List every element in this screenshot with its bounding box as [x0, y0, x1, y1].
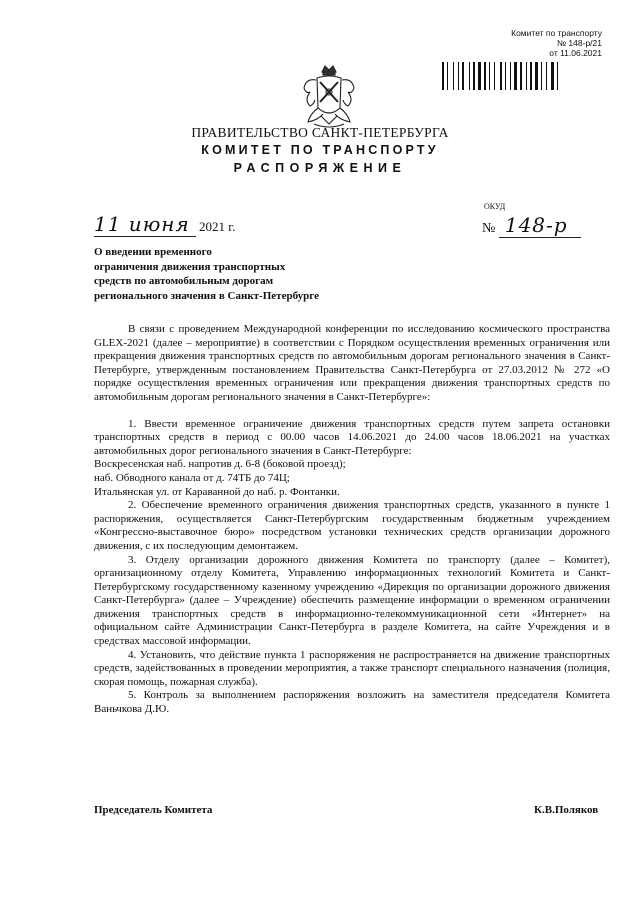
street-list-item: Воскресенская наб. напротив д. 6-8 (боковой проезд); — [94, 458, 346, 471]
government-heading: ПРАВИТЕЛЬСТВО САНКТ-ПЕТЕРБУРГА — [191, 125, 449, 140]
committee-heading: КОМИТЕТ ПО ТРАНСПОРТУ — [201, 143, 439, 157]
document-body — [94, 323, 610, 717]
coat-of-arms-emblem — [296, 64, 362, 132]
document-type-heading: РАСПОРЯЖЕНИЕ — [233, 161, 407, 175]
street-list-item: Итальянская ул. от Караванной до наб. р. Фонтанки. — [94, 485, 340, 498]
item-4-paragraph: 4. Установить, что действие пункта 1 распоряжения не распространяется на движение транспортных средств, задействованных в проведении мероприятия, а также транспорт специального назначения (полиция, скорая помощь, пожарная служба). — [94, 648, 610, 688]
preamble-paragraph: В связи с проведением Международной конференции по исследованию космического пространства GLEX-2021 (далее – мероприятие) в соответствии с Порядком осуществления временных ограничения или прекращения движения транспортных средств по автомобильным дорогам регионального значения в Санкт-Петербурге, утвержденным постановлением Правительства Санкт-Петербурга от 27.03.2012 № 272 «О порядке осуществления временных ограничения или прекращения движения транспортных средств по автомобильным дорогам регионального значения в Санкт-Петербурге»: — [94, 323, 610, 403]
item-2-paragraph: 2. Обеспечение временного ограничения движения транспортных средств, указанного в пункте 1 распоряжения, осуществляется Санкт-Петербургским государственным бюджетным учреждением «Конгрессно-выставочное бюро» посредством установки технических средств организации дорожного движения, с их последующим демонтажем. — [94, 499, 610, 552]
stamp-committee: Комитет по транспорту — [511, 28, 602, 38]
date-year: 2021 г. — [198, 219, 236, 234]
registration-stamp — [452, 28, 602, 58]
handwritten-date: 11 июня — [94, 212, 196, 237]
document-number — [482, 213, 581, 238]
document-subject — [94, 245, 394, 303]
subject-line: регионального значения в Санкт-Петербурге — [94, 289, 319, 302]
document-date — [94, 212, 235, 237]
subject-line: О введении временного — [94, 246, 212, 258]
barcode-image — [440, 62, 610, 90]
stamp-number: № 148-р/21 — [556, 38, 602, 48]
handwritten-number: 148-р — [499, 213, 581, 238]
signatory-name: К.В.Поляков — [534, 804, 599, 816]
number-prefix: № — [482, 221, 496, 236]
okud-label: ОКУД — [484, 202, 506, 211]
subject-line: ограничения движения транспортных — [94, 260, 286, 273]
signatory-title: Председатель Комитета — [94, 804, 213, 816]
subject-line: средств по автомобильным дорогам — [94, 275, 274, 287]
item-3-paragraph: 3. Отделу организации дорожного движения Комитета по транспорту (далее – Комитет), организационному отделу Комитета, Управлению информационных технологий Комитета и Санкт-Петербургскому государственному казенному учреждению «Дирекция по организации дорожного движения Санкт-Петербурга» (далее – Учреждение) обеспечить размещение информации о временном ограничении движения транспортных средств в информационно-телекоммуникационной сети «Интернет» на официальном сайте Администрации Санкт-Петербурга в разделе Комитета, на сайте Учреждения и в средствах массовой информации. — [94, 553, 610, 648]
item-1-paragraph: 1. Ввести временное ограничение движения транспортных средств путем запрета остановки транспортных средств в период с 00.00 часов 14.06.2021 до 24.00 часов 18.06.2021 на участках автомобильных дорог регионального значения в Санкт-Петербурге: — [94, 417, 610, 457]
item-5-paragraph: 5. Контроль за выполнением распоряжения возложить на заместителя председателя Комитета Ваньчкова Д.Ю. — [94, 689, 610, 716]
stamp-date: от 11.06.2021 — [549, 48, 602, 58]
street-list-item: наб. Обводного канала от д. 74ТБ до 74Ц; — [94, 471, 290, 484]
